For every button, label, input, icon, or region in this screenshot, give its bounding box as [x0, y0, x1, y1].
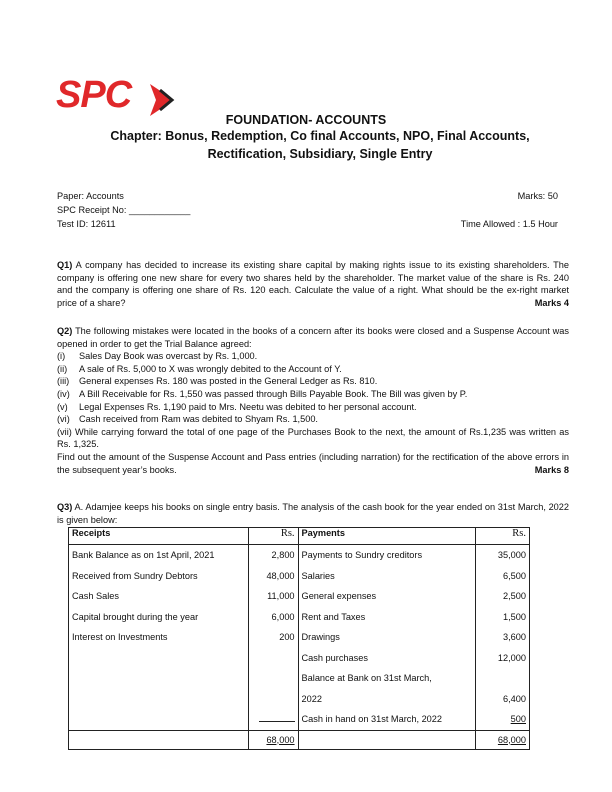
- receipt-row-blank: [252, 689, 295, 710]
- q3-label: Q3): [57, 502, 73, 512]
- marks-total: Marks: 50: [517, 191, 558, 201]
- payment-row-amount: 1,500: [503, 611, 526, 622]
- payment-row-amount: 3,600: [503, 632, 526, 642]
- total-payments: 68,000: [497, 734, 526, 745]
- question-3: [57, 501, 569, 526]
- q2-item: [57, 363, 569, 376]
- receipt-row-label: Received from Sundry Debtors: [72, 570, 198, 581]
- total-label-receipts: [69, 730, 249, 749]
- payment-row-label: Salaries: [301, 570, 335, 581]
- header-rs-payments: Rs.: [476, 528, 530, 545]
- payment-row-label: 2022: [301, 693, 322, 704]
- chapter-line-2: Rectification, Subsidiary, Single Entry: [207, 147, 433, 161]
- q2-item-text: A Bill Receivable for Rs. 1,550 was passed through Bills Payable Book. The Bill was given by P.: [79, 388, 468, 399]
- q2-item: [57, 401, 569, 414]
- q1-marks: Marks 4: [534, 297, 569, 308]
- q1-text: A company has decided to increase its existing share capital by making rights issue to its existing shareholders. The company is offering one new share for every two shares held by the shareholder. The market value of the share is Rs. 240 and the company is offering one share of Rs. 120 each. Calculate the value of a right. What should be the ex-right market price of a share?: [57, 260, 569, 308]
- q3-text: A. Adamjee keeps his books on single entry basis. The analysis of the cash book for the year ended on 31st March, 2022 is given below:: [57, 502, 570, 525]
- cash-book-table: [68, 527, 530, 750]
- q2-item-text: General expenses Rs. 180 was posted in the General Ledger as Rs. 810.: [79, 376, 378, 387]
- q1-label: Q1): [57, 260, 73, 270]
- payment-row-amount: 500: [510, 714, 526, 724]
- payment-row-amount: 6,500: [503, 570, 526, 581]
- receipt-row-blank: [252, 709, 295, 730]
- q2-intro: The following mistakes were located in the books of a concern after its books were closed and a Suspense Account was opened in order to get the Trial Balance agreed:: [57, 326, 569, 349]
- payment-row-amount: 6,400: [503, 693, 526, 704]
- header-receipts: Receipts: [69, 528, 249, 545]
- header-payments: Payments: [298, 528, 476, 545]
- payments-labels: [298, 545, 476, 731]
- receipts-labels: [69, 545, 249, 731]
- q2-item: [57, 388, 569, 401]
- payment-row-label: Balance at Bank on 31st March,: [301, 673, 432, 683]
- receipt-row-amount: 6,000: [271, 611, 295, 622]
- q2-item-number: (v): [57, 401, 68, 412]
- receipt-row-label: Interest on Investments: [72, 632, 168, 642]
- receipt-row-blank: [72, 709, 245, 730]
- receipt-row-label: Capital brought during the year: [72, 611, 199, 622]
- receipt-row-amount: 48,000: [266, 570, 295, 581]
- payment-row-amount: 2,500: [503, 591, 526, 601]
- receipt-row-blank: [72, 648, 245, 669]
- payment-row-amount: 35,000: [497, 550, 526, 560]
- payment-row-label: General expenses: [301, 591, 377, 601]
- page-title: FOUNDATION- ACCOUNTS: [225, 113, 387, 127]
- receipt-row-amount: 11,000: [267, 591, 295, 601]
- payment-row-amount: [479, 668, 526, 689]
- q2-closing: Find out the amount of the Suspense Account and Pass entries (including narration) for the rectification of the above errors in the subsequent year’s books.: [57, 451, 569, 475]
- q2-marks: Marks 8: [534, 464, 569, 475]
- receipt-row-amount: 2,800: [271, 550, 295, 560]
- q2-item-text: A sale of Rs. 5,000 to X was wrongly debited to the Account of Y.: [79, 363, 342, 374]
- q2-item: [57, 350, 569, 363]
- receipts-amounts: [248, 545, 298, 731]
- total-receipts: 68,000: [266, 734, 295, 745]
- payment-row-label: Payments to Sundry creditors: [301, 550, 423, 560]
- q2-item-number: (i): [57, 351, 66, 362]
- q2-item: [57, 413, 569, 426]
- payments-amounts: [476, 545, 530, 731]
- chapter-line-1: Chapter: Bonus, Redemption, Co final Accounts, NPO, Final Accounts,: [110, 129, 530, 143]
- receipt-row-blank: [72, 668, 245, 689]
- receipt-label: SPC Receipt No: ____________: [57, 205, 191, 215]
- receipt-row-label: Bank Balance as on 1st April, 2021: [72, 550, 215, 560]
- receipt-row-amount: 200: [279, 632, 295, 642]
- question-1: [57, 259, 569, 309]
- q2-item: [57, 375, 569, 388]
- payment-row-amount: 12,000: [497, 652, 526, 663]
- receipt-row-blank: [252, 648, 295, 669]
- header-rs-receipts: Rs.: [248, 528, 298, 545]
- receipt-row-blank: [252, 668, 295, 689]
- q2-item-text: Legal Expenses Rs. 1,190 paid to Mrs. Neetu was debited to her personal account.: [79, 401, 417, 412]
- q2-item-text: Cash received from Ram was debited to Shyam Rs. 1,500.: [79, 414, 318, 425]
- total-label-payments: [298, 730, 476, 749]
- q2-item-number: (ii): [57, 363, 68, 374]
- payment-row-label: Cash purchases: [301, 652, 368, 663]
- question-2: [57, 325, 569, 476]
- time-allowed: Time Allowed : 1.5 Hour: [460, 219, 558, 229]
- q2-item-text: Sales Day Book was overcast by Rs. 1,000.: [79, 351, 258, 362]
- test-id: Test ID: 12611: [57, 219, 116, 229]
- q2-item-7: (vii) While carrying forward the total of one page of the Purchases Book to the next, the amount of Rs.1,235 was written as Rs. 1,325.: [57, 426, 569, 450]
- receipt-row-blank: [72, 689, 245, 710]
- receipt-row-label: Cash Sales: [72, 591, 119, 601]
- q2-item-number: (iii): [57, 376, 70, 387]
- q2-item-number: (iv): [57, 388, 70, 399]
- q2-items-list: [57, 350, 569, 426]
- payment-row-label: Rent and Taxes: [301, 611, 366, 622]
- q2-label: Q2): [57, 326, 73, 336]
- logo-text: SPC: [56, 74, 132, 116]
- payment-row-label: Cash in hand on 31st March, 2022: [301, 714, 443, 724]
- q2-item-number: (vi): [57, 414, 70, 425]
- payment-row-label: Drawings: [301, 632, 340, 642]
- paper-label: Paper: Accounts: [57, 191, 124, 201]
